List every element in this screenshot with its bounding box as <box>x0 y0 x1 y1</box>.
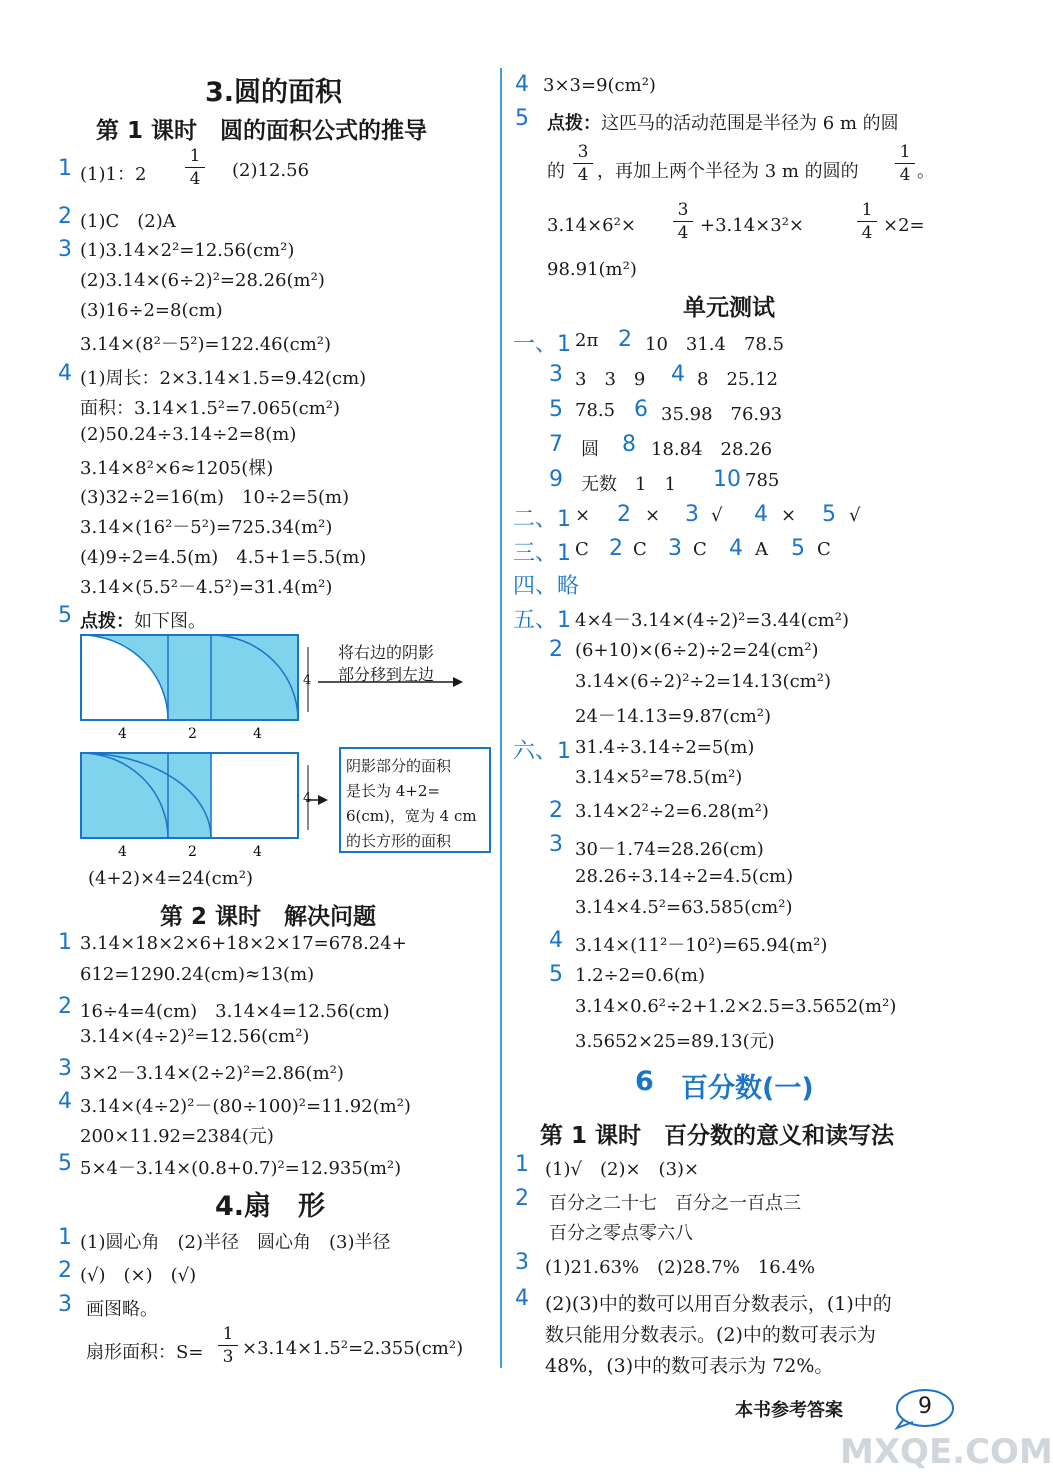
answer-text: × <box>575 505 591 526</box>
answer-line: 3.14×6²× <box>547 215 636 236</box>
answer-line: 3.14×8²×6≈1205(棵) <box>80 458 274 479</box>
answer-line: (2)(3)中的数可以用百分数表示，(1)中的 <box>545 1293 892 1315</box>
answer-line: ×2= <box>883 215 925 236</box>
answer-line: 98.91(m²) <box>547 259 637 280</box>
dimension-label: 4 <box>303 791 312 806</box>
answer-line: (1)周长：2×3.14×1.5=9.42(cm) <box>80 368 367 389</box>
answer-line: 612=1290.24(cm)≈13(m) <box>80 964 315 985</box>
lesson-title: 第 1 课时 圆的面积公式的推导 <box>96 118 428 144</box>
hint-line <box>80 607 206 633</box>
answer-text: (2)12.56 <box>232 160 310 181</box>
question-number: 2 <box>609 536 623 561</box>
fraction <box>673 200 693 243</box>
answer-line: (2)50.24÷3.14÷2=8(m) <box>80 424 297 445</box>
question-number: 2 <box>618 327 632 352</box>
answer-line: 3.14×18×2×6+18×2×17=678.24+ <box>80 933 407 954</box>
question-number: 3 <box>685 502 699 527</box>
question-number: 3 <box>58 1292 72 1317</box>
question-number: 4 <box>549 928 563 953</box>
question-number: 4 <box>671 362 685 387</box>
answer-text: × <box>781 505 797 526</box>
section-title: 3.圆的面积 <box>205 77 343 108</box>
dimension-label: 4 <box>253 726 262 742</box>
answer-line: 1.2÷2=0.6(m) <box>575 965 705 986</box>
diagram-note <box>338 642 434 686</box>
fraction-denominator: 4 <box>899 165 911 185</box>
answer-line: 24－14.13=9.87(cm²) <box>575 706 772 727</box>
answer-text: C <box>693 539 707 560</box>
answer-line: 4×4－3.14×(4÷2)²=3.44(cm²) <box>575 610 849 631</box>
answer-line: ×3.14×1.5²=2.355(cm²) <box>242 1338 464 1359</box>
diagram-note <box>346 754 477 854</box>
answer-text: 10 31.4 78.5 <box>645 334 785 355</box>
hint-text: 这匹马的活动范围是半径为 6 m 的圆 <box>601 113 899 134</box>
question-number: 2 <box>58 994 72 1019</box>
note-line: 的长方形的面积 <box>346 832 452 850</box>
question-number: 1 <box>515 1152 529 1177</box>
question-number: 3 <box>58 1056 72 1081</box>
page-number: 9 <box>918 1394 932 1419</box>
answer-text: A <box>755 539 768 560</box>
shaded-region <box>168 635 211 720</box>
answer-line: 3.14×0.6²÷2+1.2×2.5=3.5652(m²) <box>575 996 897 1017</box>
shaded-region <box>211 635 298 720</box>
question-number: 5 <box>58 1151 72 1176</box>
question-number: 4 <box>515 72 529 97</box>
hint-text: 的 <box>547 161 565 182</box>
fraction <box>573 142 593 185</box>
hint-text: ，再加上两个半径为 3 m 的圆的 <box>597 161 859 182</box>
question-number: 二、1 <box>513 507 571 532</box>
answer-line: (3)32÷2=16(m) 10÷2=5(m) <box>80 487 350 508</box>
fraction-denominator: 4 <box>189 169 201 189</box>
fraction-numerator: 1 <box>222 1324 234 1344</box>
question-number: 10 <box>713 467 741 492</box>
answer-text: √ <box>849 505 861 526</box>
answer-line: 百分之二十七 百分之一百点三 <box>549 1193 801 1214</box>
answer-line: (4+2)×4=24(cm²) <box>88 868 253 889</box>
note-line: 部分移到左边 <box>338 665 435 684</box>
question-number: 3 <box>58 237 72 262</box>
answer-line: 28.26÷3.14÷2=4.5(cm) <box>575 866 794 887</box>
question-number: 1 <box>58 930 72 955</box>
note-line: 阴影部分的面积 <box>346 757 452 775</box>
answer-line: 3.14×(6÷2)²÷2=14.13(cm²) <box>575 671 831 692</box>
answer-line: +3.14×3²× <box>700 215 804 236</box>
question-number: 8 <box>622 432 636 457</box>
fraction-numerator: 3 <box>677 200 689 220</box>
dimension-label: 2 <box>188 726 197 742</box>
note-line: 是长为 4+2= <box>346 782 440 800</box>
question-number: 9 <box>549 467 563 492</box>
dimension-label: 2 <box>188 844 197 860</box>
fraction <box>857 200 877 243</box>
answer-text: (√) (×) (√) <box>80 1265 197 1286</box>
answer-line: (4)9÷2=4.5(m) 4.5+1=5.5(m) <box>80 547 367 568</box>
footer-label: 本书参考答案 <box>735 1400 843 1421</box>
answer-text: (1)√ (2)× (3)× <box>545 1159 700 1180</box>
hint-text: 。 <box>917 161 935 182</box>
answer-text: C <box>633 539 647 560</box>
question-number: 5 <box>58 603 72 628</box>
question-number: 5 <box>549 397 563 422</box>
question-number: 3 <box>549 832 563 857</box>
hint-text: 如下图。 <box>134 611 206 632</box>
answer-line: (6+10)×(6÷2)÷2=24(cm²) <box>575 640 819 661</box>
lesson-title: 单元测试 <box>683 295 775 321</box>
answer-text: (1)1：2 <box>80 164 147 185</box>
answer-text: 画图略。 <box>86 1299 158 1320</box>
dimension-label: 4 <box>118 726 127 742</box>
answer-line: (3)16÷2=8(cm) <box>80 300 223 321</box>
fraction <box>895 142 915 185</box>
lesson-title: 第 1 课时 百分数的意义和读写法 <box>540 1123 895 1149</box>
column-divider <box>500 68 502 1368</box>
chapter-title: 百分数(一) <box>681 1073 814 1104</box>
question-number: 3 <box>549 362 563 387</box>
fraction-numerator: 1 <box>899 142 911 162</box>
question-number: 1 <box>58 156 72 181</box>
fraction-numerator: 1 <box>189 146 201 166</box>
answer-text: (1)C (2)A <box>80 211 176 232</box>
answer-line: 3.14×(8²－5²)=122.46(cm²) <box>80 334 332 355</box>
answer-line: 数只能用分数表示。(2)中的数可表示为 <box>545 1324 876 1346</box>
dimension-label: 4 <box>253 844 262 860</box>
answer-text: 圆 <box>581 439 599 460</box>
answer-line: 面积：3.14×1.5²=7.065(cm²) <box>80 398 341 419</box>
question-number: 3 <box>515 1250 529 1275</box>
answer-text: 35.98 76.93 <box>661 404 783 425</box>
answer-text: C <box>817 539 831 560</box>
answer-line: 200×11.92=2384(元) <box>80 1126 274 1147</box>
answer-line: 3.14×4.5²=63.585(cm²) <box>575 897 793 918</box>
hint-line <box>547 109 899 135</box>
note-line: 将右边的阴影 <box>338 643 435 662</box>
answer-text: (1)圆心角 (2)半径 圆心角 (3)半径 <box>80 1232 391 1253</box>
answer-line: 3.5652×25=89.13(元) <box>575 1031 775 1052</box>
note-line: 6(cm)，宽为 4 cm <box>346 807 477 825</box>
diagram-before <box>78 632 498 744</box>
question-number: 6 <box>634 397 648 422</box>
answer-line: 31.4÷3.14÷2=5(m) <box>575 737 755 758</box>
question-number: 5 <box>549 962 563 987</box>
answer-line: 3.14×2²÷2=6.28(m²) <box>575 801 769 822</box>
answer-text: 78.5 <box>575 400 616 421</box>
chapter-number: 6 <box>635 1066 654 1097</box>
fraction-denominator: 3 <box>222 1347 234 1367</box>
answer-line: 3.14×(11²－10²)=65.94(m²) <box>575 935 828 956</box>
section-label: 四、略 <box>513 574 580 599</box>
answer-text: C <box>575 539 589 560</box>
answer-line: 3.14×(5.5²－4.5²)=31.4(m²) <box>80 577 333 598</box>
question-number: 2 <box>549 798 563 823</box>
question-number: 4 <box>58 361 72 386</box>
arrow-head-icon <box>453 677 463 687</box>
fraction-numerator: 1 <box>861 200 873 220</box>
answer-line: 48%，(3)中的数可表示为 72%。 <box>545 1355 834 1377</box>
answer-text: 18.84 28.26 <box>651 439 773 460</box>
answer-text: (1)21.63% (2)28.7% 16.4% <box>545 1257 815 1278</box>
fraction <box>185 146 205 189</box>
answer-line: (2)3.14×(6÷2)²=28.26(m²) <box>80 270 325 291</box>
lesson-title: 第 2 课时 解决问题 <box>160 904 377 930</box>
question-number: 5 <box>822 502 836 527</box>
fraction-numerator: 3 <box>577 142 589 162</box>
watermark: MXQE.COM <box>840 1432 1053 1472</box>
question-number: 4 <box>754 502 768 527</box>
dimension-label: 4 <box>118 844 127 860</box>
fraction-denominator: 4 <box>861 223 873 243</box>
question-number: 2 <box>549 637 563 662</box>
answer-text: 无数 1 1 <box>581 474 676 495</box>
answer-line: 3.14×(4÷2)²－(80÷100)²=11.92(m²) <box>80 1096 411 1117</box>
fraction-denominator: 4 <box>577 165 589 185</box>
hint-label: 点拨： <box>80 611 134 632</box>
answer-line: 百分之零点零六八 <box>549 1223 693 1244</box>
question-number: 三、1 <box>513 541 571 566</box>
question-number: 4 <box>58 1089 72 1114</box>
shaded-region <box>81 753 211 838</box>
answer-line: 3.14×(16²－5²)=725.34(m²) <box>80 517 333 538</box>
question-number: 4 <box>515 1286 529 1311</box>
question-number: 2 <box>617 502 631 527</box>
answer-text: × <box>645 505 661 526</box>
question-number: 2 <box>58 1258 72 1283</box>
hint-label: 点拨： <box>547 113 601 134</box>
answer-text: √ <box>711 505 723 526</box>
answer-line: 3.14×(4÷2)²=12.56(cm²) <box>80 1026 310 1047</box>
answer-line: 30－1.74=28.26(cm) <box>575 839 764 860</box>
answer-text: 3 3 9 <box>575 369 646 390</box>
question-number: 六、1 <box>513 739 571 764</box>
fraction-denominator: 4 <box>677 223 689 243</box>
answer-text: 785 <box>745 470 780 491</box>
answer-text: 8 25.12 <box>697 369 778 390</box>
question-number: 1 <box>58 1225 72 1250</box>
answer-line: 3×2－3.14×(2÷2)²=2.86(m²) <box>80 1063 344 1084</box>
question-number: 一、1 <box>513 332 571 357</box>
question-number: 3 <box>668 536 682 561</box>
section-title: 4.扇 形 <box>215 1191 326 1222</box>
fraction <box>218 1324 238 1367</box>
question-number: 2 <box>58 204 72 229</box>
answer-line: 扇形面积：S= <box>86 1342 204 1363</box>
answer-text: 2π <box>575 330 599 351</box>
question-number: 5 <box>515 106 529 131</box>
question-number: 5 <box>791 536 805 561</box>
answer-line: 5×4－3.14×(0.8+0.7)²=12.935(m²) <box>80 1158 402 1179</box>
question-number: 7 <box>549 432 563 457</box>
dimension-label: 4 <box>303 673 312 688</box>
answer-line: 3.14×5²=78.5(m²) <box>575 767 743 788</box>
answer-text: 3×3=9(cm²) <box>543 75 656 96</box>
answer-line: 16÷4=4(cm) 3.14×4=12.56(cm) <box>80 1001 390 1022</box>
question-number: 2 <box>515 1186 529 1211</box>
question-number: 4 <box>729 536 743 561</box>
answer-line: (1)3.14×2²=12.56(cm²) <box>80 240 295 261</box>
question-number: 五、1 <box>513 608 571 633</box>
